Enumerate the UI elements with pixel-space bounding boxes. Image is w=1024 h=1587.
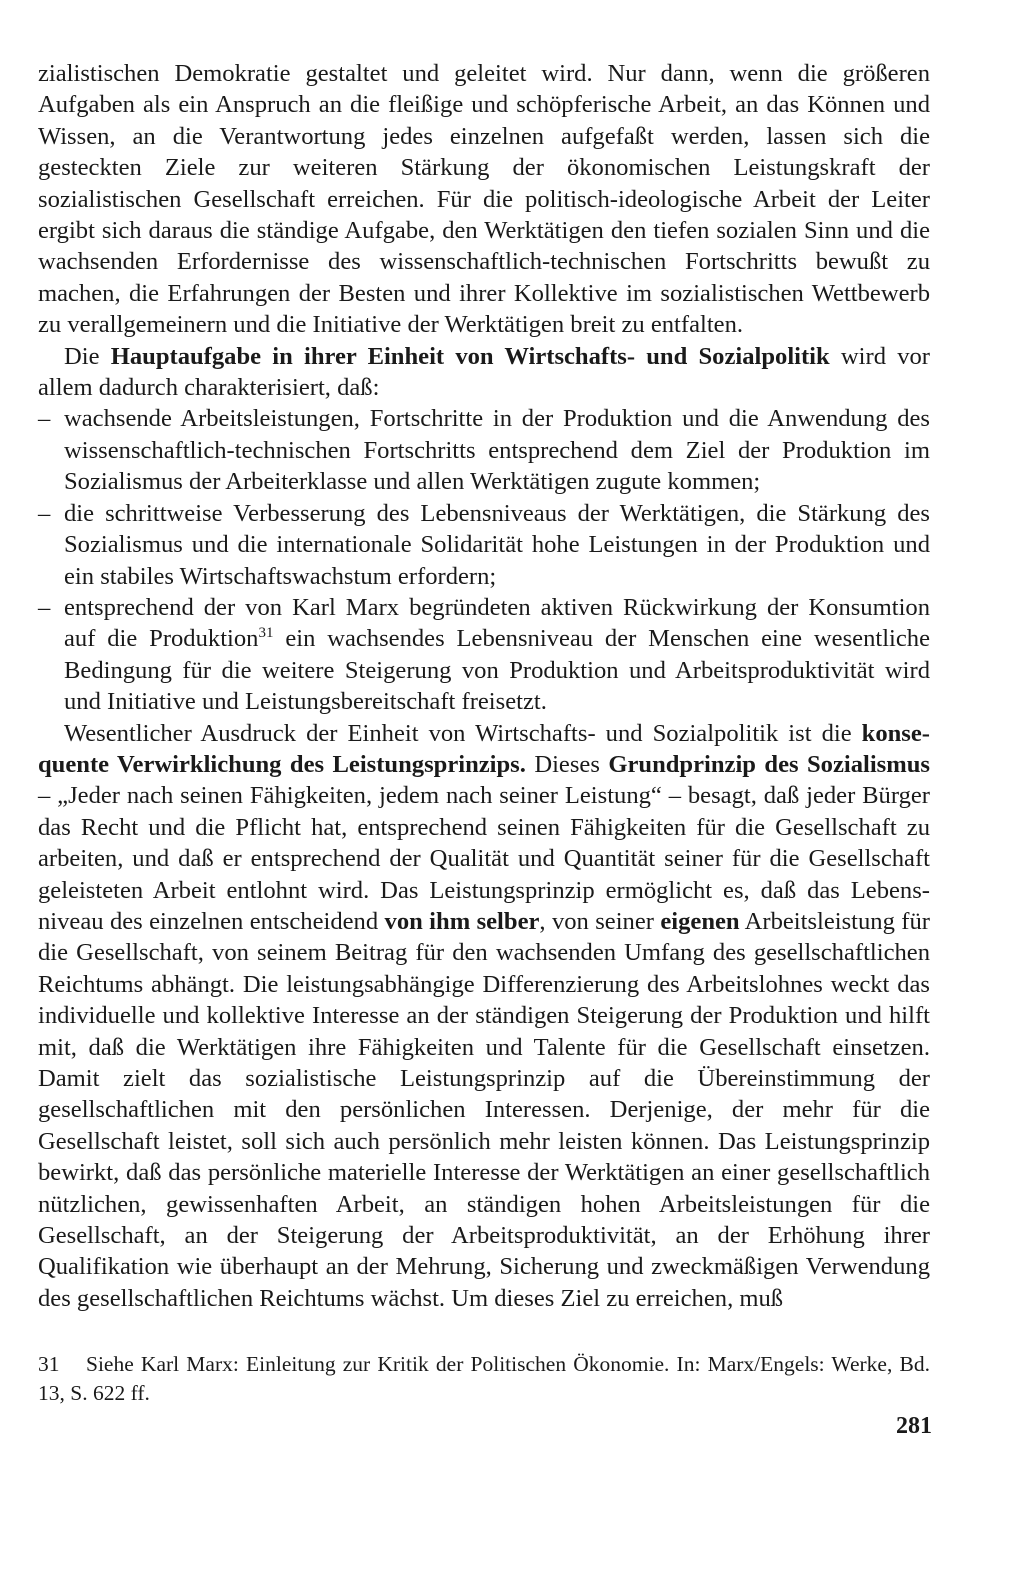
paragraph-3-text: – „Jeder nach seinen Fähigkeiten, jedem nach seiner Leistung“ – besagt, daß jeder Bürger das Recht und die Pflicht hat, entsprechend seinen Fähigkeiten für die Gesellschaft zu arbeiten, und daß er entsprechend der Qualität und Quantität seiner für die Gesellschaft geleisteten Arbeit entlohnt wird. Das Leistungsprinzip ermöglicht es, daß das Lebensniveau des einzelnen entscheidend xyxy=(38,782,930,935)
paragraph-3-bold: Grundprinzip des Sozialismus xyxy=(608,750,930,778)
list-item xyxy=(38,592,930,718)
paragraph-2 xyxy=(38,341,930,404)
paragraph-3 xyxy=(38,718,930,1315)
paragraph-1-text: zialistischen Demokratie gestaltet und geleitet wird. Nur dann, wenn die größeren Aufgaben als ein Anspruch an die fleißige und schöpferische Arbeit, an das Können und Wissen, an die Verantwortung jedes einzelnen aufgefaßt werden, lassen sich die gesteckten Ziele zur weiteren Stärkung der ökonomischen Leistungskraft der sozialistischen Gesellschaft erreichen. Für die politisch-ideologische Arbeit der Leiter ergibt sich daraus die ständige Aufgabe, den Werktätigen den tiefen sozialen Sinn und die wachsenden Erfordernisse des wissenschaftlich-technischen Fortschritts bewußt zu machen, die Erfahrungen der Besten und ihrer Kollektive im sozialistischen Wettbewerb zu verallgemeinern und die Initiative der Werktätigen breit zu entfalten. xyxy=(38,60,930,339)
paragraph-3-text: Wesentlicher Ausdruck der Einheit von Wirtschafts- und Sozialpolitik ist die xyxy=(64,719,862,747)
dash-marker: – xyxy=(38,405,51,433)
footnote-number: 31 xyxy=(38,1352,60,1376)
main-text-block xyxy=(38,58,930,1314)
paragraph-3-text: , von seiner xyxy=(539,907,661,935)
page-number: 281 xyxy=(896,1413,932,1439)
paragraph-1 xyxy=(38,58,930,341)
paragraph-2-lead: Die xyxy=(64,342,111,370)
footnote xyxy=(38,1350,930,1408)
dash-marker: – xyxy=(38,593,51,621)
paragraph-3-text: Arbeitsleistung für die Gesellschaft, von seinem Beitrag für den wachsenden Umfang des gesellschaftlichen Reichtums abhängt. Die leistungsabhängige Differenzierung des Arbeitslohnes weckt das individuelle und kollektive Interesse an der ständigen Steigerung der Produktion und hilft mit, daß die Werktätigen ihre Fähigkeiten und Talente für die Gesellschaft einsetzen. Damit zielt das sozialistische Leistungsprinzip auf die Übereinstimmung der gesellschaftlichen mit den persönlichen Interessen. Derjenige, der mehr für die Gesellschaft leistet, soll sich auch persönlich mehr leisten können. Das Leistungsprinzip bewirkt, daß das persönliche materielle Interesse der Werktätigen an einer gesellschaftlich nützlichen, gewissenhaften Arbeit, an ständigen hohen Arbeitsleistungen für die Gesellschaft, an der Steigerung der Arbeitsproduktivität, an der Erhöhung ihrer Qualifikation wie überhaupt an der Mehrung, Sicherung und zweckmäßigen Verwendung des gesellschaftlichen Reichtums wächst. Um dieses Ziel zu erreichen, muß xyxy=(38,907,930,1312)
paragraph-3-bold: eigenen xyxy=(660,907,740,935)
list-item-text: wachsende Arbeitsleistungen, Fortschritte in der Produktion und die Anwendung des wissenschaftlich-technischen Fortschritts entsprechend dem Ziel der Produktion im Sozialismus der Arbeiterklasse und allen Werktätigen zugute kommen; xyxy=(64,405,930,496)
list-item xyxy=(38,498,930,592)
list-item-text-tail: ein wachsendes Lebensniveau der Menschen eine wesentliche Bedingung für die weitere Steigerung von Produktion und Arbeitsproduktivität wird und Initiative und Leistungsbereitschaft freisetzt. xyxy=(64,625,930,716)
footnote-text: Siehe Karl Marx: Einleitung zur Kritik der Politischen Ökonomie. In: Marx/Engels: Werke, Bd. 13, S. 622 ff. xyxy=(38,1352,930,1405)
paragraph-3-bold: von ihm selber xyxy=(384,907,540,935)
paragraph-3-bold: konsequente Verwirklichung des Leistungsprinzips. xyxy=(38,719,930,778)
list-item-text: die schrittweise Verbesserung des Lebensniveaus der Werktätigen, die Stärkung des Sozialismus und die internationale Solidarität hohe Leistungen in der Produktion und ein stabiles Wirtschaftswachstum erfordern; xyxy=(64,499,930,590)
list-item xyxy=(38,403,930,497)
list-item-text: entsprechend der von Karl Marx begründeten aktiven Rückwirkung der Konsumtion auf die Produktion xyxy=(64,593,930,653)
dash-marker: – xyxy=(38,499,51,527)
paragraph-3-text: Dieses xyxy=(525,750,609,778)
paragraph-2-tail: wird vor allem dadurch charakterisiert, daß: xyxy=(38,342,930,402)
paragraph-2-bold: Hauptaufgabe in ihrer Einheit von Wirtschafts- und Sozialpolitik xyxy=(110,342,830,370)
dash-list xyxy=(38,403,930,717)
footnote-ref[interactable]: 31 xyxy=(258,625,274,642)
